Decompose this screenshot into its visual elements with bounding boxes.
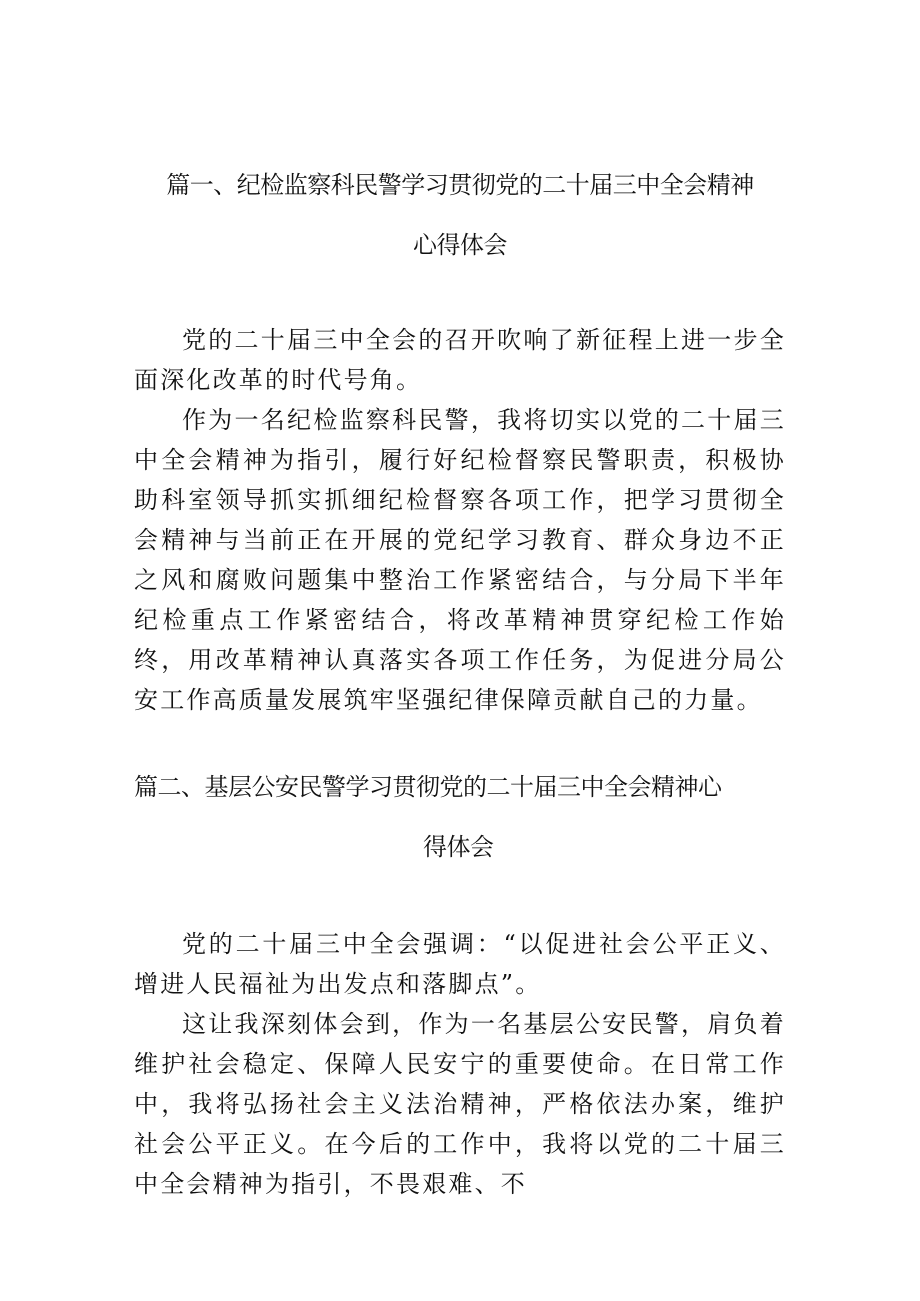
section2-title-line2: 得体会 bbox=[423, 833, 494, 861]
section1-title bbox=[134, 155, 786, 275]
section2-paragraph-1: 党的二十届三中全会强调：“以促进社会公平正义、增进人民福祉为出发点和落脚点”。 bbox=[134, 930, 786, 998]
section2-body bbox=[134, 924, 786, 1204]
section1-body bbox=[134, 320, 786, 720]
section2-title bbox=[134, 757, 786, 877]
section1-paragraph-2: 作为一名纪检监察科民警，我将切实以党的二十届三中全会精神为指引，履行好纪检督察民警职责，积极协助科室领导抓实抓细纪检督察各项工作，把学习贯彻全会精神与当前正在开展的党纪学习教育、群众身边不正之风和腐败问题集中整治工作紧密结合，与分局下半年纪检重点工作紧密结合，将改革精神贯穿纪检工作始终，用改革精神认真落实各项工作任务，为促进分局公安工作高质量发展筑牢坚强纪律保障贡献自己的力量。 bbox=[134, 406, 786, 714]
section2-paragraph-2: 这让我深刻体会到，作为一名基层公安民警，肩负着维护社会稳定、保障人民安宁的重要使命。在日常工作中，我将弘扬社会主义法治精神，严格依法办案，维护社会公平正义。在今后的工作中，我将以党的二十届三中全会精神为指引，不畏艰难、不 bbox=[134, 1010, 786, 1198]
section1-title-line1: 篇一、纪检监察科民警学习贯彻党的二十届三中全会精神 bbox=[166, 171, 754, 199]
section2-title-line1: 篇二、基层公安民警学习贯彻党的二十届三中全会精神心 bbox=[134, 773, 722, 801]
section1-paragraph-1: 党的二十届三中全会的召开吹响了新征程上进一步全面深化改革的时代号角。 bbox=[134, 326, 786, 394]
section1-title-line2: 心得体会 bbox=[413, 231, 507, 259]
